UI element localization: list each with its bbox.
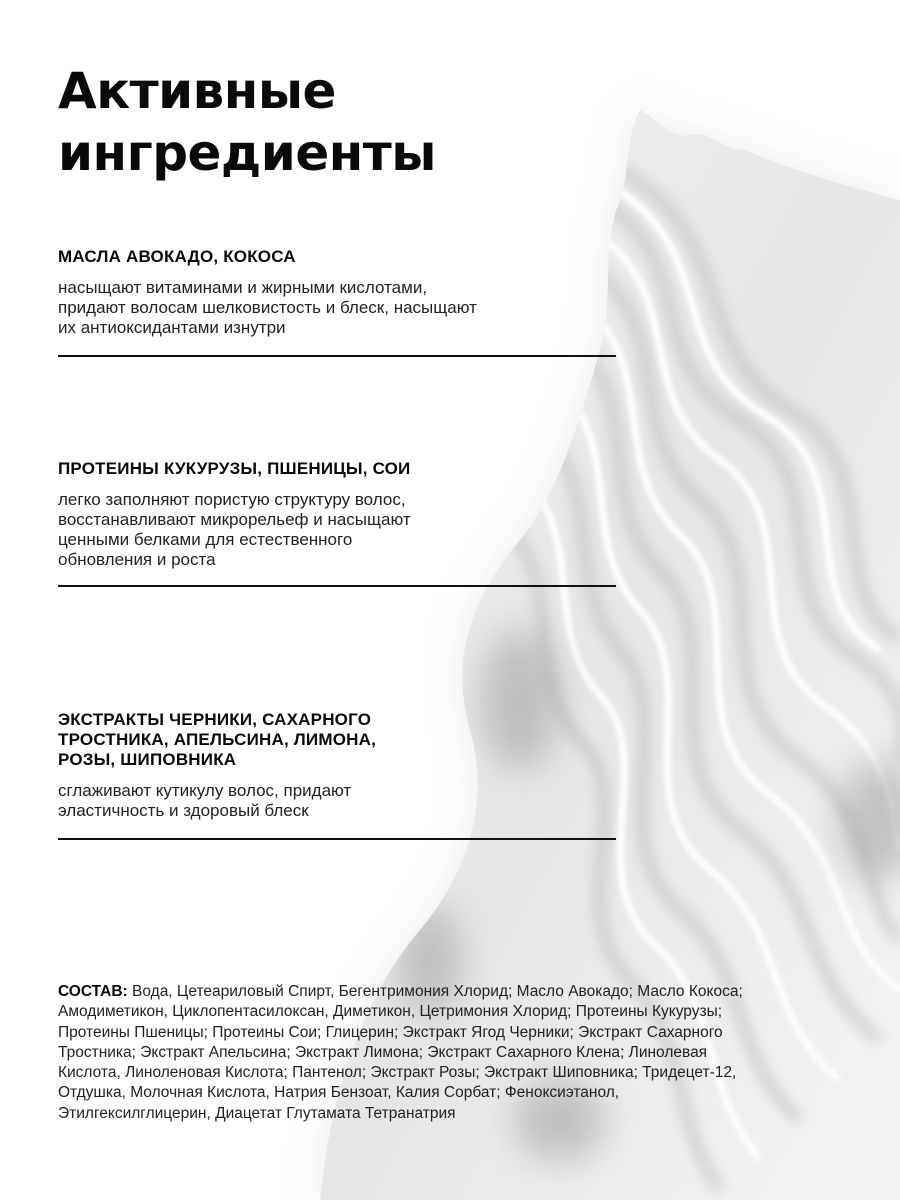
section-divider: [58, 355, 616, 357]
section-description: [58, 781, 616, 821]
heading-line: ТРОСТНИКА, АПЕЛЬСИНА, ЛИМОНА,: [58, 730, 376, 749]
heading-line: ЭКСТРАКТЫ ЧЕРНИКИ, САХАРНОГО: [58, 710, 372, 729]
section-divider: [58, 838, 616, 840]
composition-line: Отдушка, Молочная Кислота, Натрия Бензоат, Калия Сорбат; Феноксиэтанол,: [58, 1084, 620, 1102]
section-heading: [58, 247, 616, 267]
title-line-2: ингредиенты: [58, 124, 436, 182]
desc-line: придают волосам шелковистость и блеск, насыщают: [58, 298, 477, 317]
heading-line: РОЗЫ, ШИПОВНИКА: [58, 750, 237, 769]
desc-line: восстанавливают микрорельеф и насыщают: [58, 510, 411, 529]
section-heading: [58, 710, 616, 770]
composition-line: [58, 982, 848, 1002]
desc-line: обновления и роста: [58, 550, 216, 569]
section-description: [58, 490, 616, 570]
desc-line: легко заполняют пористую структуру волос,: [58, 490, 406, 509]
desc-line: сглаживают кутикулу волос, придают: [58, 781, 352, 800]
section-description: [58, 278, 616, 338]
composition-line: Этилгексилглицерин, Диацетат Глутамата Тетранатрия: [58, 1104, 456, 1122]
composition-label: СОСТАВ:: [58, 983, 128, 1000]
desc-line: эластичность и здоровый блеск: [58, 801, 309, 820]
desc-line: их антиоксидантами изнутри: [58, 318, 286, 337]
title-line-1: Активные: [58, 62, 336, 120]
ingredient-section-proteins: [58, 459, 616, 570]
heading-line: МАСЛА АВОКАДО, КОКОСА: [58, 247, 296, 266]
composition-line: Протеины Пшеницы; Протеины Сои; Глицерин; Экстракт Ягод Черники; Экстракт Сахарного: [58, 1023, 723, 1041]
section-heading: [58, 459, 616, 479]
desc-line: ценными белками для естественного: [58, 530, 353, 549]
composition-line: Тростника; Экстракт Апельсина; Экстракт Лимона; Экстракт Сахарного Клена; Линолевая: [58, 1043, 708, 1061]
page-title: [58, 60, 436, 184]
ingredient-section-oils: [58, 247, 616, 338]
heading-line: ПРОТЕИНЫ КУКУРУЗЫ, ПШЕНИЦЫ, СОИ: [58, 459, 411, 478]
composition-line: Амодиметикон, Циклопентасилоксан, Диметикон, Цетримония Хлорид; Протеины Кукурузы;: [58, 1003, 723, 1021]
ingredient-section-extracts: [58, 710, 616, 821]
section-divider: [58, 585, 616, 587]
composition-line: Кислота, Линоленовая Кислота; Пантенол; Экстракт Розы; Экстракт Шиповника; Тридецет-12,: [58, 1064, 737, 1082]
desc-line: насыщают витаминами и жирными кислотами,: [58, 278, 428, 297]
composition-text: [58, 982, 848, 1124]
composition-line-text: Вода, Цетеариловый Спирт, Бегентримония Хлорид; Масло Авокадо; Масло Кокоса;: [127, 983, 743, 1000]
